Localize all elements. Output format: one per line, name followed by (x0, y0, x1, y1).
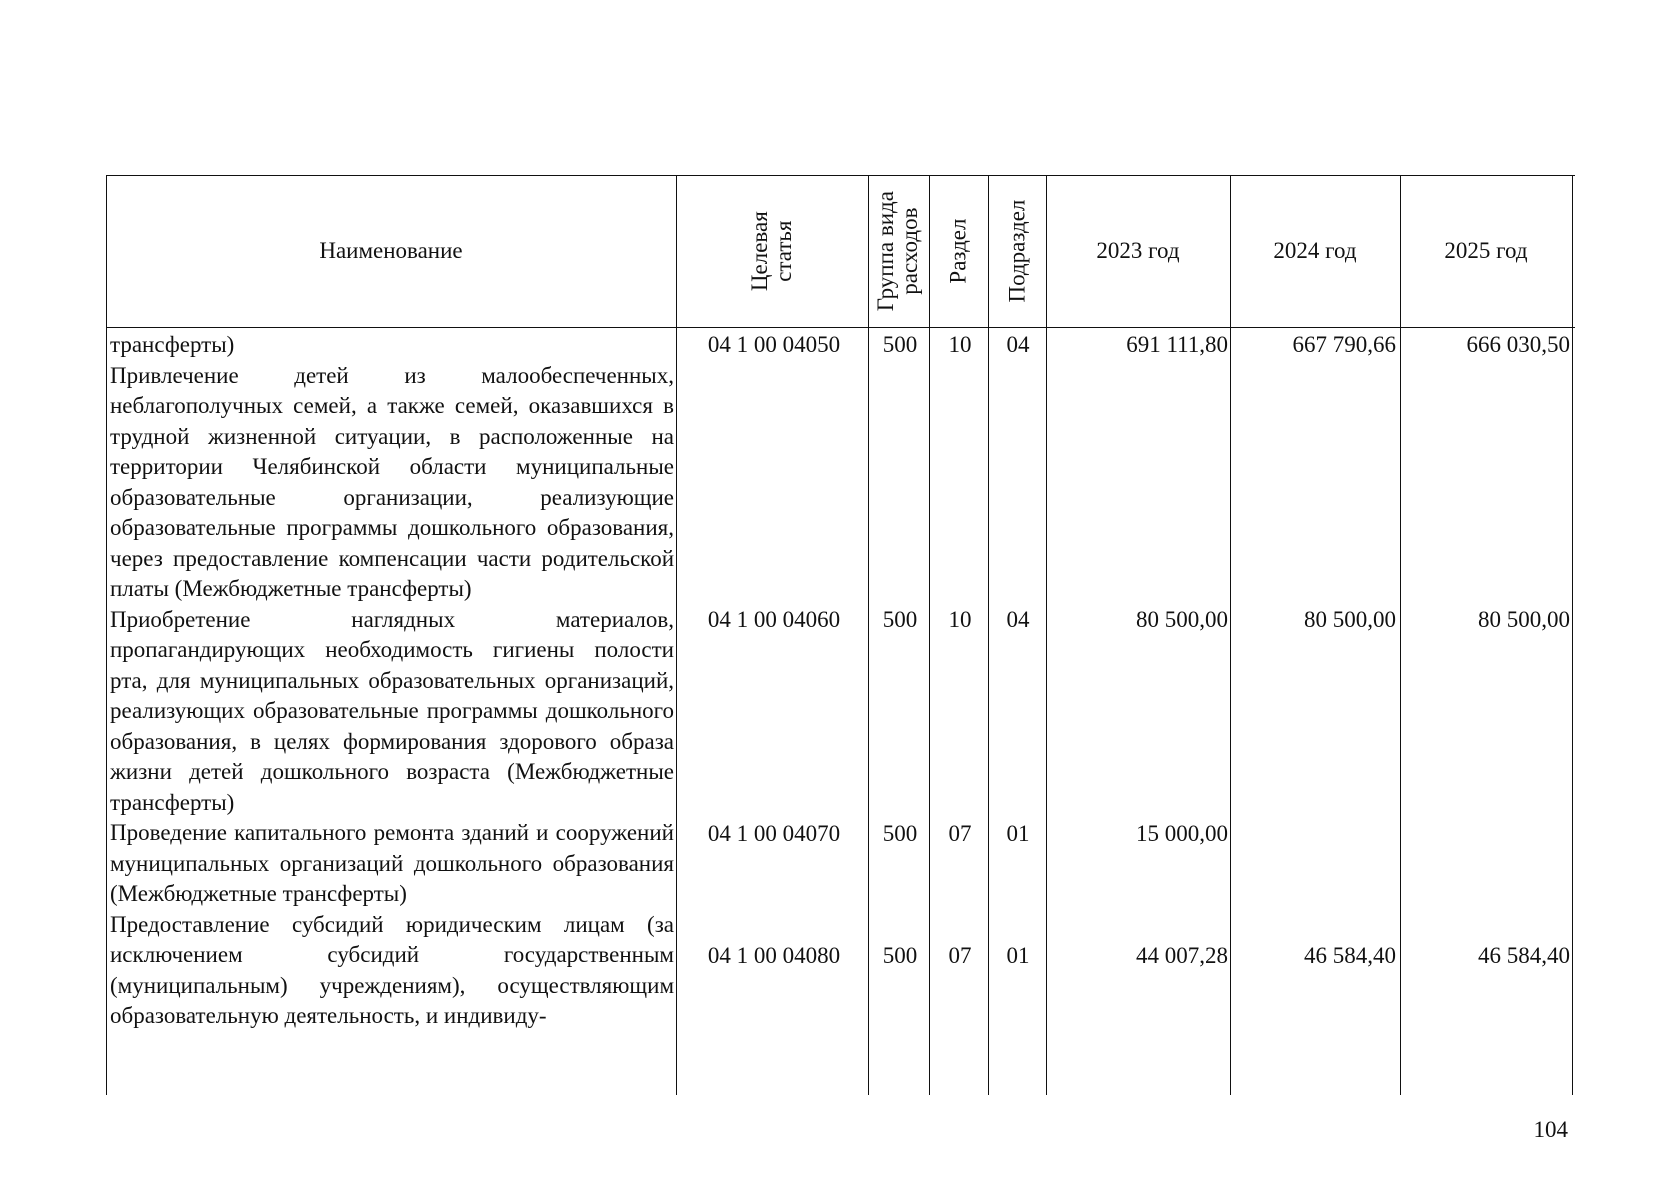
name-text: Привлечение детей из малообеспеченных, неблагополучных семей, а также семей, оказавшихся в трудной жизненной ситуации, в расположенные на территории Челябинской области муниципальные образовательные организации, реализующие образовательные программы дошкольного образования, через предоставление компенсации части родительской платы (Межбюджетные трансферты) (110, 362, 674, 601)
header-section (929, 175, 988, 327)
header-name (106, 175, 676, 327)
amount-2025: 80 500,00 (1478, 607, 1570, 632)
amount-2025: 666 030,50 (1466, 332, 1570, 357)
name-text: Предоставление субсидий юридическим лицам (за исключением субсидий государственным (муниципальным) учреждениям), осуществляющим образовательную деятельность, и индивиду- (110, 911, 674, 1028)
name-text: трансферты) (110, 332, 235, 357)
expense-group: 500 (882, 821, 918, 846)
header-target-line1: Целевая (746, 211, 772, 291)
names-column (110, 330, 674, 1032)
amount-2023: 15 000,00 (1136, 821, 1228, 846)
header-subsection (988, 175, 1046, 327)
subsection-code: 04 (1006, 332, 1030, 357)
header-target-rotated (748, 211, 796, 291)
section-code: 10 (948, 332, 972, 357)
header-section-label: Раздел (945, 218, 971, 284)
subsection-code: 01 (1006, 821, 1030, 846)
amount-2024: 667 790,66 (1292, 332, 1396, 357)
header-2025 (1400, 175, 1572, 327)
header-target-line2: статья (770, 220, 796, 282)
amount-2024: 46 584,40 (1304, 943, 1396, 968)
expense-group: 500 (882, 607, 918, 632)
header-group-line2: расходов (897, 207, 923, 295)
section-code: 10 (948, 607, 972, 632)
amount-2025: 46 584,40 (1478, 943, 1570, 968)
target-code: 04 1 00 04080 (707, 943, 841, 968)
header-2025-label: 2025 год (1444, 238, 1528, 263)
header-target-article (676, 175, 868, 327)
section-code: 07 (948, 943, 972, 968)
amount-2023: 691 111,80 (1126, 332, 1228, 357)
amount-2024: 80 500,00 (1304, 607, 1396, 632)
amount-2023: 80 500,00 (1136, 607, 1228, 632)
header-2023 (1046, 175, 1230, 327)
target-code: 04 1 00 04050 (707, 332, 841, 357)
header-expense-group (868, 175, 929, 327)
header-subsection-label: Подраздел (1003, 199, 1029, 303)
header-name-label: Наименование (319, 238, 463, 263)
page-number: 104 (1533, 1117, 1568, 1142)
header-bottom-border (106, 327, 1575, 328)
name-text: Приобретение наглядных материалов, пропагандирующих необходимость гигиены полости рта, для муниципальных образовательных организаций, реализующих образовательные программы дошкольного образования, в целях формирования здорового образа жизни детей дошкольного возраста (Межбюджетные трансферты) (110, 606, 674, 815)
col-border (1572, 175, 1573, 1095)
header-group-line1: Группа вида (873, 190, 899, 312)
subsection-code: 01 (1006, 943, 1030, 968)
subsection-code: 04 (1006, 607, 1030, 632)
name-text: Проведение капитального ремонта зданий и сооружений муниципальных организаций дошкольного образования (Межбюджетные трансферты) (110, 820, 674, 906)
header-2023-label: 2023 год (1096, 238, 1180, 263)
target-code: 04 1 00 04060 (707, 607, 841, 632)
expense-group: 500 (882, 943, 918, 968)
header-2024 (1230, 175, 1400, 327)
section-code: 07 (948, 821, 972, 846)
header-2024-label: 2024 год (1273, 238, 1357, 263)
budget-table (106, 175, 1575, 1095)
header-group-rotated (874, 191, 922, 311)
amount-2023: 44 007,28 (1136, 943, 1228, 968)
target-code: 04 1 00 04070 (707, 821, 841, 846)
expense-group: 500 (882, 332, 918, 357)
